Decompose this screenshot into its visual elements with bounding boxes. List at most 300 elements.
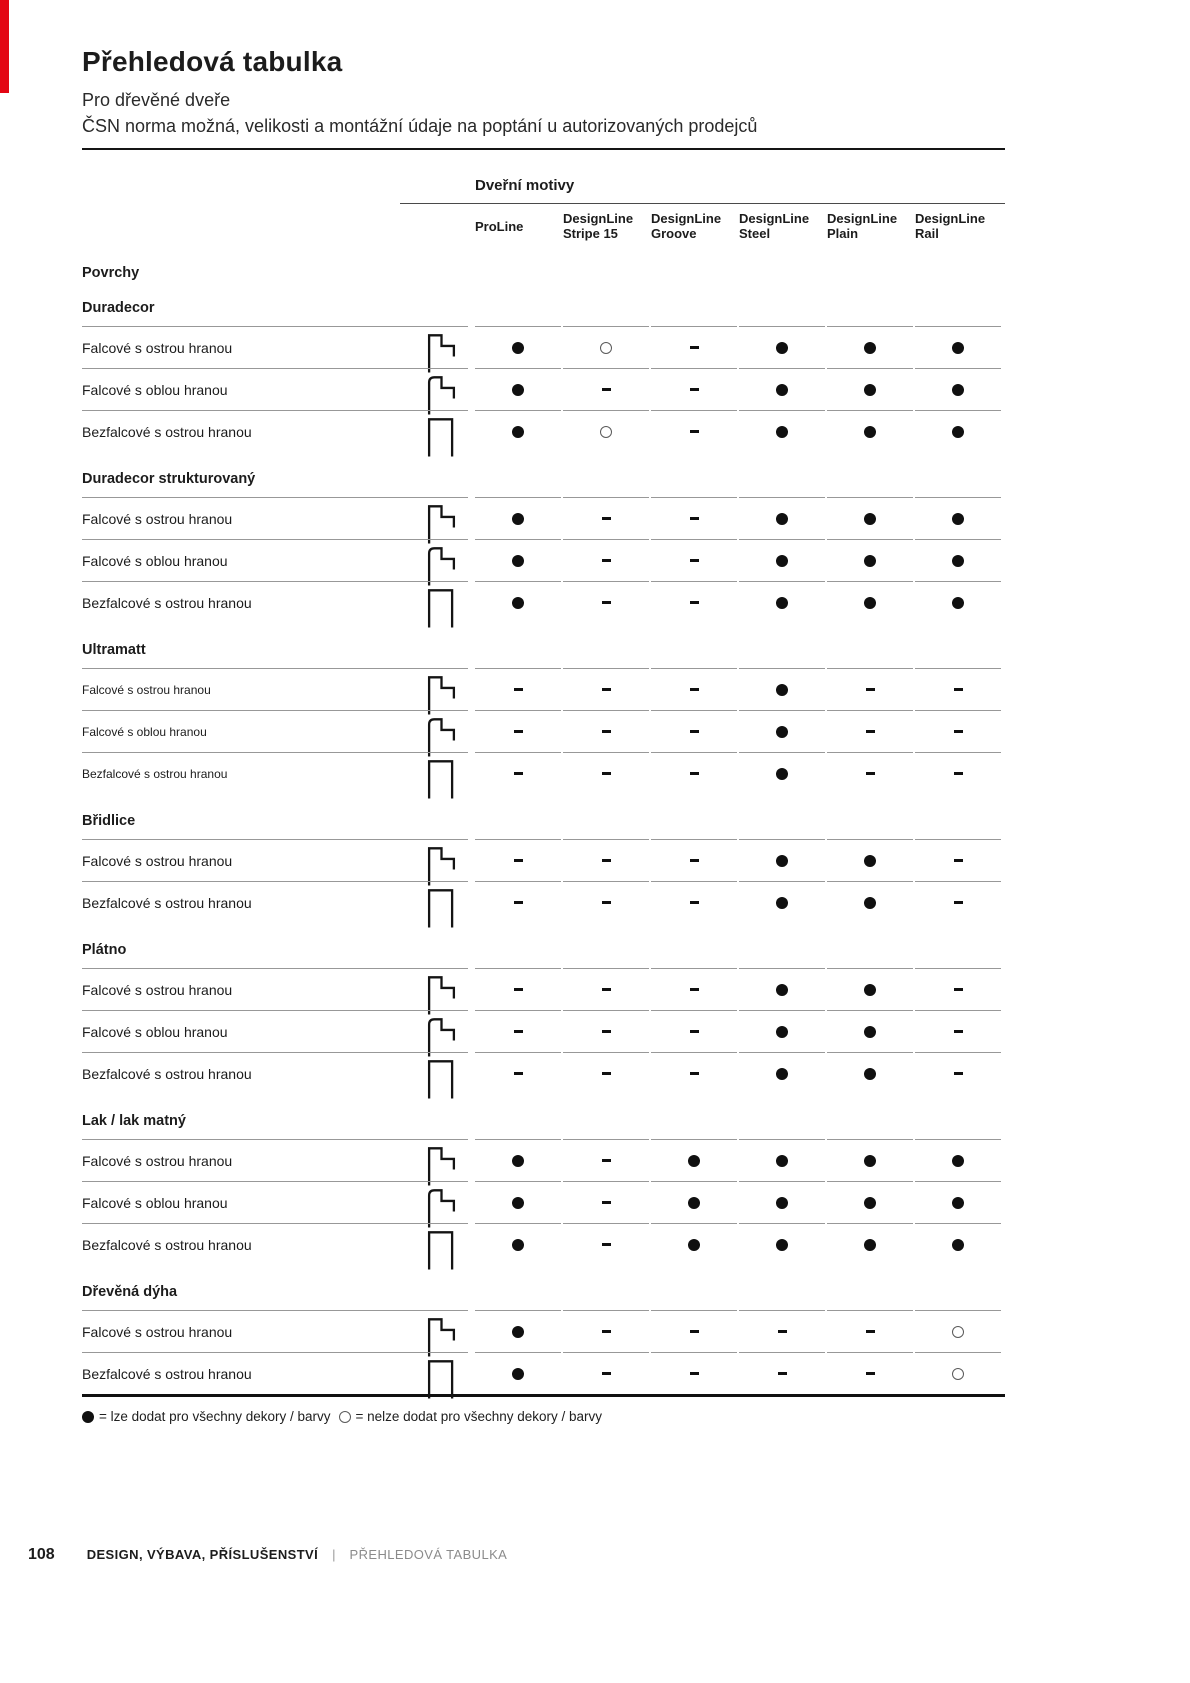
availability-cell [563,539,649,581]
row-label-cell [82,497,468,539]
availability-cell [915,410,1001,452]
dash [514,901,523,903]
unrebated-sharp-edge-profile-icon [423,585,460,631]
availability-cell [739,839,825,881]
column-headers-row [82,208,1005,244]
availability-cell [915,839,1001,881]
availability-cell [827,368,913,410]
availability-cell [739,497,825,539]
availability-cell [739,368,825,410]
legend-open-text: = nelze dodat pro všechny dekory / barvy [355,1409,603,1424]
table-row [82,1352,1005,1394]
availability-cell [563,497,649,539]
row-label: Bezfalcové s ostrou hranou [82,594,252,611]
availability-cell [739,1352,825,1394]
page-content [82,0,1005,1424]
section-title: Plátno [82,942,127,958]
row-label: Falcové s ostrou hranou [82,1152,233,1169]
availability-cell [651,1052,737,1094]
dash [690,559,699,561]
availability-cell [739,668,825,710]
availability-cell [475,1223,561,1265]
availability-cell [475,581,561,623]
dash [602,1072,611,1074]
row-label: Bezfalcové s ostrou hranou [82,423,252,440]
open-dot [952,1326,964,1338]
filled-dot [952,597,964,609]
filled-dot [776,597,788,609]
filled-dot [864,984,876,996]
dash [954,988,963,990]
availability-cell [827,497,913,539]
dash [690,346,699,348]
filled-dot [952,1155,964,1167]
availability-cell [915,710,1001,752]
section-title: Duradecor strukturovaný [82,471,256,487]
availability-cell [827,581,913,623]
dash [690,859,699,861]
table-row [82,1139,1005,1181]
availability-cell [739,581,825,623]
availability-cell [651,1139,737,1181]
row-label: Falcové s ostrou hranou [82,981,233,998]
availability-cell [475,668,561,710]
title-divider [82,148,1005,150]
row-label-cell [82,581,468,623]
availability-cell [827,1010,913,1052]
unrebated-sharp-edge-profile-icon [423,885,460,931]
dash [866,1330,875,1332]
row-label: Falcové s ostrou hranou [82,339,233,356]
filled-dot [776,726,788,738]
dash [514,1072,523,1074]
availability-cell [651,668,737,710]
column-header-spacer [82,208,468,244]
dash [866,730,875,732]
availability-cell [475,968,561,1010]
filled-dot [952,426,964,438]
filled-dot [864,1068,876,1080]
column-header: DesignLine Steel [739,211,810,241]
availability-cell [827,539,913,581]
table-row [82,410,1005,452]
dash [690,1330,699,1332]
availability-cell [651,752,737,794]
footer-page-title: PŘEHLEDOVÁ TABULKA [349,1547,508,1562]
filled-dot [688,1239,700,1251]
availability-cell [475,710,561,752]
filled-dot [776,768,788,780]
dash [602,1030,611,1032]
dash [690,430,699,432]
dash [514,730,523,732]
legend [82,1409,1005,1424]
dash [602,1243,611,1245]
availability-cell [563,1181,649,1223]
filled-dot [776,684,788,696]
availability-cell [915,752,1001,794]
availability-cell [827,1352,913,1394]
availability-cell [739,1223,825,1265]
availability-cell [739,539,825,581]
open-dot [600,426,612,438]
availability-cell [475,881,561,923]
availability-cell [915,1139,1001,1181]
table-header-divider [400,203,1005,204]
availability-cell [915,1310,1001,1352]
filled-dot [864,384,876,396]
availability-cell [651,1223,737,1265]
column-header: DesignLine Rail [915,211,986,241]
dash [602,388,611,390]
row-label-cell [82,1052,468,1094]
door-motifs-header: Dveřní motivy [475,177,575,194]
dash [602,601,611,603]
row-label: Bezfalcové s ostrou hranou [82,894,252,911]
filled-dot-legend-icon [82,1411,94,1423]
availability-cell [563,581,649,623]
row-label: Falcové s oblou hranou [82,1194,228,1211]
filled-dot [512,1155,524,1167]
row-label-cell [82,410,468,452]
availability-cell [651,1310,737,1352]
dash [778,1330,787,1332]
availability-cell [915,368,1001,410]
availability-table [82,300,1005,1394]
filled-dot [864,597,876,609]
availability-cell [563,968,649,1010]
row-label-cell [82,1010,468,1052]
row-label-cell [82,752,468,794]
availability-cell [739,1052,825,1094]
availability-cell [651,497,737,539]
row-label-cell [82,1310,468,1352]
table-row [82,1181,1005,1223]
availability-cell [475,410,561,452]
availability-cell [739,881,825,923]
filled-dot [864,342,876,354]
row-label: Falcové s oblou hranou [82,1023,228,1040]
row-label: Falcové s ostrou hranou [82,852,233,869]
availability-cell [563,752,649,794]
availability-cell [651,581,737,623]
availability-cell [475,539,561,581]
row-label-cell [82,968,468,1010]
availability-cell [915,1052,1001,1094]
filled-dot [864,1197,876,1209]
availability-cell [651,1181,737,1223]
availability-cell [651,710,737,752]
filled-dot [688,1155,700,1167]
dash [602,730,611,732]
availability-cell [915,881,1001,923]
availability-cell [827,410,913,452]
row-label-cell [82,1139,468,1181]
page-number: 108 [28,1546,55,1563]
availability-cell [475,326,561,368]
surfaces-header: Povrchy [82,265,140,281]
dash [690,388,699,390]
table-row [82,710,1005,752]
dash [866,1372,875,1374]
availability-cell [563,881,649,923]
row-label: Falcové s ostrou hranou [82,1323,233,1340]
filled-dot [864,1026,876,1038]
table-row [82,497,1005,539]
filled-dot [512,384,524,396]
section-title: Břidlice [82,813,136,829]
section-title: Lak / lak matný [82,1113,186,1129]
availability-cell [915,497,1001,539]
unrebated-sharp-edge-profile-icon [423,1227,460,1273]
availability-cell [827,326,913,368]
row-label: Falcové s oblou hranou [82,381,228,398]
unrebated-sharp-edge-profile-icon [423,1056,460,1102]
availability-cell [915,1223,1001,1265]
footer-section-label: DESIGN, VÝBAVA, PŘÍSLUŠENSTVÍ [86,1547,319,1562]
availability-cell [563,710,649,752]
availability-cell [475,1010,561,1052]
table-row [82,581,1005,623]
filled-dot [512,597,524,609]
filled-dot [776,1197,788,1209]
open-dot [952,1368,964,1380]
table-row [82,1310,1005,1352]
table-row [82,752,1005,794]
availability-cell [475,1139,561,1181]
filled-dot [512,426,524,438]
availability-cell [563,1139,649,1181]
availability-cell [827,1310,913,1352]
table-row [82,968,1005,1010]
dash [602,559,611,561]
availability-cell [827,668,913,710]
footer-separator: | [332,1547,336,1562]
dash [690,901,699,903]
dash [690,1030,699,1032]
availability-cell [651,881,737,923]
availability-cell [475,1181,561,1223]
availability-cell [915,968,1001,1010]
row-label: Falcové s oblou hranou [82,552,228,569]
availability-cell [915,1010,1001,1052]
dash [690,988,699,990]
filled-dot [952,384,964,396]
dash [602,988,611,990]
availability-cell [563,668,649,710]
availability-cell [739,1139,825,1181]
filled-dot [776,1239,788,1251]
dash [690,772,699,774]
page-subtitle-note: ČSN norma možná, velikosti a montážní údaje na poptání u autorizovaných prodejců [82,116,758,136]
dash [602,688,611,690]
availability-cell [651,968,737,1010]
section-title: Ultramatt [82,642,146,658]
dash [954,1072,963,1074]
availability-cell [827,968,913,1010]
row-label-cell [82,881,468,923]
filled-dot [776,426,788,438]
row-label: Falcové s ostrou hranou [82,682,211,697]
availability-cell [563,1223,649,1265]
legend-filled-text: = lze dodat pro všechny dekory / barvy [99,1409,331,1424]
availability-cell [563,1352,649,1394]
availability-cell [651,326,737,368]
dash [514,988,523,990]
row-label: Bezfalcové s ostrou hranou [82,766,228,781]
availability-cell [563,410,649,452]
dash [602,517,611,519]
filled-dot [776,342,788,354]
table-row [82,368,1005,410]
dash [602,772,611,774]
filled-dot [952,342,964,354]
filled-dot [512,342,524,354]
filled-dot [952,1197,964,1209]
table-row [82,839,1005,881]
availability-cell [651,1352,737,1394]
column-header: DesignLine Stripe 15 [563,211,634,241]
dash [514,1030,523,1032]
row-label-cell [82,368,468,410]
dash [954,688,963,690]
availability-cell [827,839,913,881]
filled-dot [776,1155,788,1167]
dash [690,517,699,519]
availability-cell [563,326,649,368]
row-label-cell [82,710,468,752]
filled-dot [512,513,524,525]
dash [514,772,523,774]
dash [954,772,963,774]
availability-cell [827,1223,913,1265]
row-label-cell [82,1352,468,1394]
availability-cell [651,410,737,452]
column-header: DesignLine Plain [827,211,898,241]
filled-dot [512,555,524,567]
availability-cell [475,1052,561,1094]
filled-dot [952,513,964,525]
filled-dot [952,1239,964,1251]
availability-cell [651,839,737,881]
dash [866,772,875,774]
dash [602,859,611,861]
availability-cell [475,839,561,881]
availability-cell [915,668,1001,710]
dash [866,688,875,690]
table-row [82,881,1005,923]
table-row [82,1010,1005,1052]
table-row [82,1223,1005,1265]
filled-dot [952,555,964,567]
availability-cell [739,968,825,1010]
availability-cell [827,710,913,752]
availability-cell [563,1010,649,1052]
availability-cell [827,881,913,923]
availability-cell [827,1139,913,1181]
availability-cell [739,710,825,752]
availability-cell [915,1181,1001,1223]
page-subtitle: Pro dřevěné dveře [82,90,231,110]
availability-cell [651,368,737,410]
dash [690,1372,699,1374]
filled-dot [776,855,788,867]
row-label: Bezfalcové s ostrou hranou [82,1365,252,1382]
dash [602,1201,611,1203]
page-footer [28,1546,507,1564]
filled-dot [864,555,876,567]
dash [690,601,699,603]
availability-cell [827,752,913,794]
availability-cell [915,539,1001,581]
unrebated-sharp-edge-profile-icon [423,1356,460,1402]
availability-cell [739,1310,825,1352]
availability-cell [739,1010,825,1052]
dash [602,1159,611,1161]
dash [602,1330,611,1332]
table-row [82,539,1005,581]
filled-dot [864,855,876,867]
availability-cell [915,326,1001,368]
unrebated-sharp-edge-profile-icon [423,756,460,802]
filled-dot [512,1197,524,1209]
open-dot [600,342,612,354]
filled-dot [776,1068,788,1080]
section-title: Duradecor [82,300,155,316]
filled-dot [864,897,876,909]
dash [954,859,963,861]
dash [954,730,963,732]
filled-dot [776,897,788,909]
availability-cell [915,1352,1001,1394]
availability-cell [739,326,825,368]
row-label-cell [82,1223,468,1265]
row-label-cell [82,668,468,710]
availability-cell [651,1010,737,1052]
availability-cell [563,839,649,881]
availability-cell [475,1310,561,1352]
dash [954,1030,963,1032]
availability-cell [563,1052,649,1094]
filled-dot [776,513,788,525]
filled-dot [776,1026,788,1038]
table-row [82,668,1005,710]
table-bottom-divider [82,1394,1005,1397]
availability-cell [739,410,825,452]
filled-dot [864,1239,876,1251]
filled-dot [776,984,788,996]
row-label: Falcové s oblou hranou [82,724,207,739]
dash [954,901,963,903]
page-edge-marker [0,0,9,93]
column-header: DesignLine Groove [651,211,722,241]
row-label: Bezfalcové s ostrou hranou [82,1065,252,1082]
column-header: ProLine [475,218,524,234]
availability-cell [739,752,825,794]
row-label: Falcové s ostrou hranou [82,510,233,527]
unrebated-sharp-edge-profile-icon [423,414,460,460]
dash [690,688,699,690]
row-label-cell [82,539,468,581]
filled-dot [864,426,876,438]
dash [778,1372,787,1374]
availability-cell [475,1352,561,1394]
dash [690,1072,699,1074]
availability-cell [827,1181,913,1223]
open-dot-legend-icon [339,1411,351,1423]
availability-cell [651,539,737,581]
filled-dot [512,1239,524,1251]
